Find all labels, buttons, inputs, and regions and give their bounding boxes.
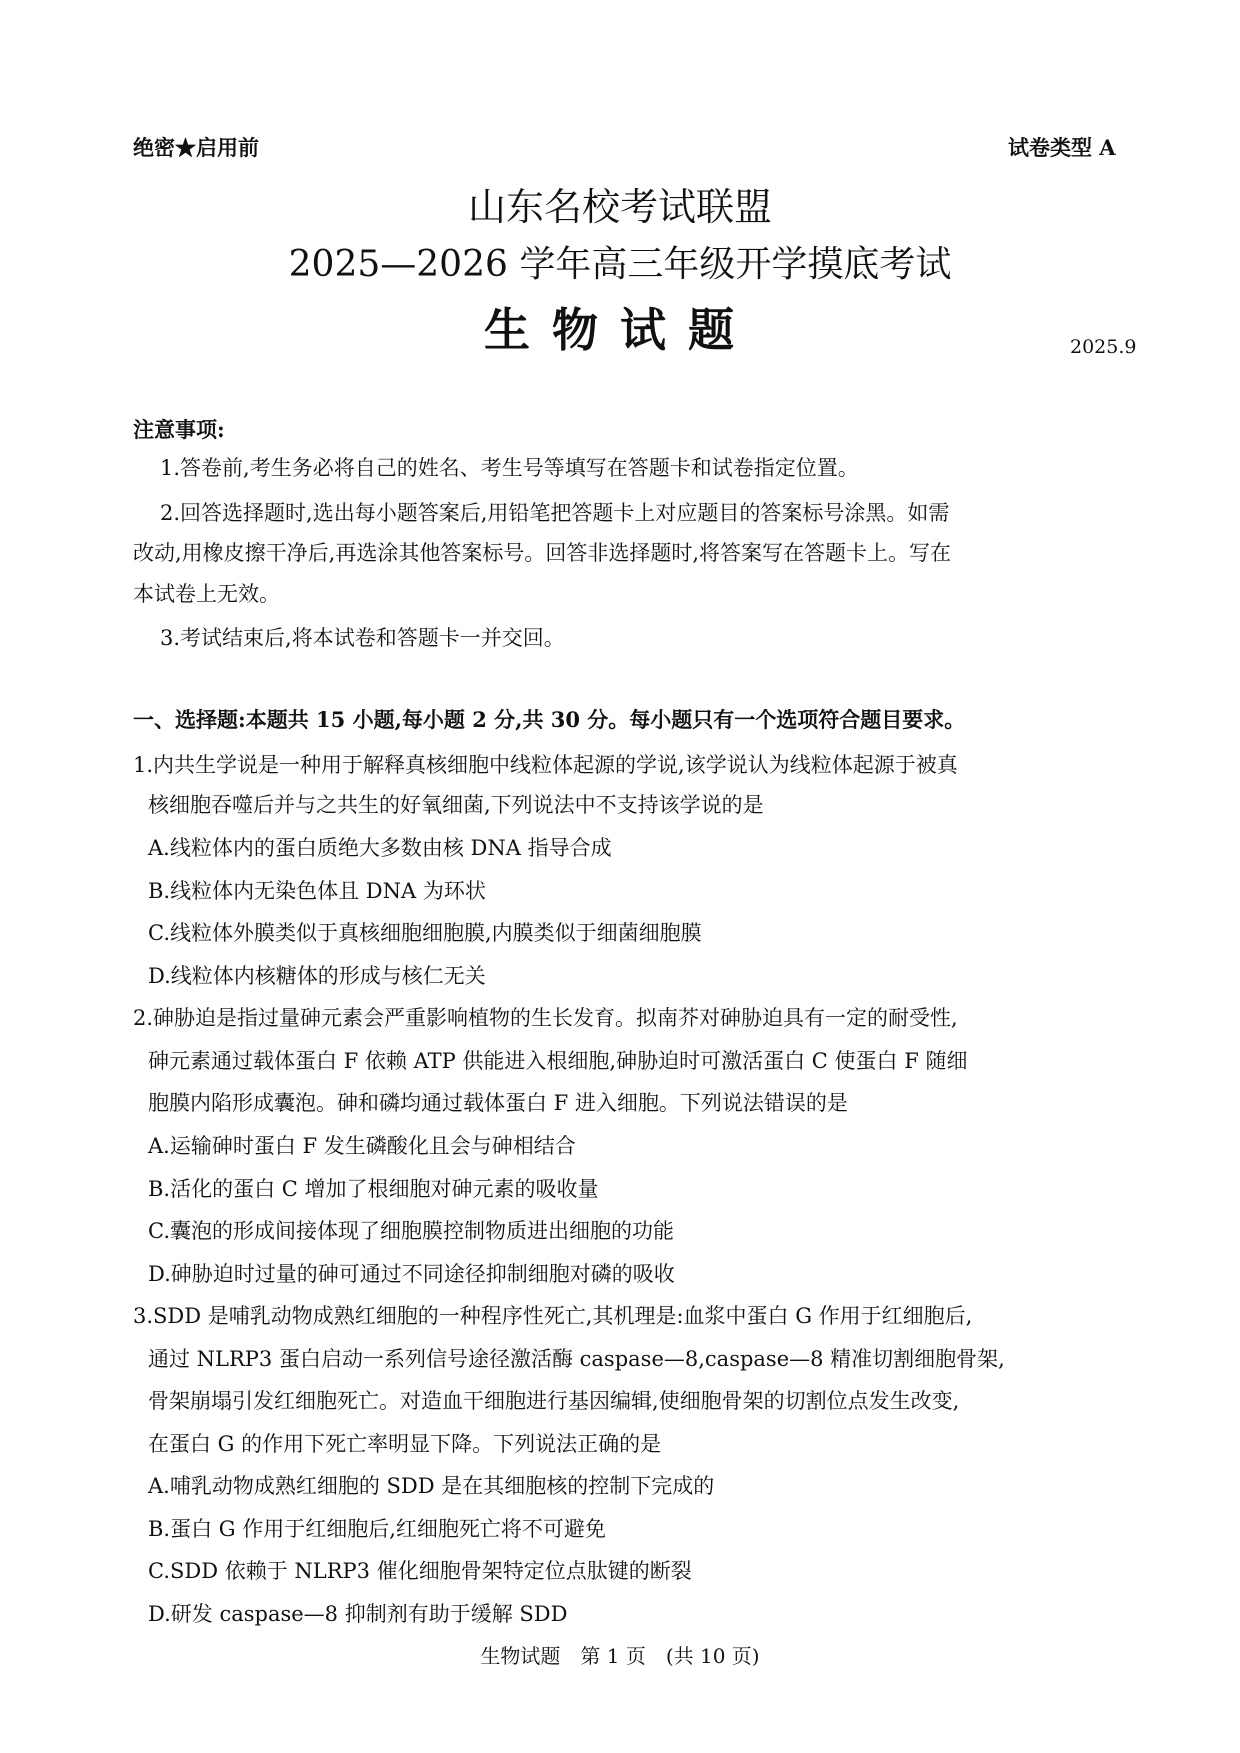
confidential-label: 绝密★启用前: [133, 135, 259, 160]
answer-option: B.线粒体内无染色体且 DNA 为环状: [148, 879, 486, 903]
answer-option: A.运输砷时蛋白 F 发生磷酸化且会与砷相结合: [148, 1134, 576, 1158]
exam-org-title: 山东名校考试联盟: [467, 185, 772, 229]
notice-line: 本试卷上无效。: [133, 582, 280, 606]
question-stem-line: 核细胞吞噬后并与之共生的好氧细菌,下列说法中不支持该学说的是: [148, 793, 764, 817]
question-stem-line: 在蛋白 G 的作用下死亡率明显下降。下列说法正确的是: [148, 1432, 662, 1456]
notice-line: 1.答卷前,考生务必将自己的姓名、考生号等填写在答题卡和试卷指定位置。: [160, 456, 859, 480]
page-footer: 生物试题 第 1 页 (共 10 页): [480, 1644, 760, 1668]
notice-line: 2.回答选择题时,选出每小题答案后,用铅笔把答题卡上对应题目的答案标号涂黑。如需: [160, 501, 950, 525]
answer-option: D.线粒体内核糖体的形成与核仁无关: [148, 964, 486, 988]
subject-title: 生物试题: [484, 303, 756, 357]
answer-option: A.哺乳动物成熟红细胞的 SDD 是在其细胞核的控制下完成的: [148, 1474, 715, 1498]
question-stem-line: 砷元素通过载体蛋白 F 依赖 ATP 供能进入根细胞,砷胁迫时可激活蛋白 C 使蛋白 F 随细: [148, 1049, 968, 1073]
answer-option: D.研发 caspase—8 抑制剂有助于缓解 SDD: [148, 1602, 568, 1626]
notice-line: 3.考试结束后,将本试卷和答题卡一并交回。: [160, 626, 565, 650]
paper-type-label: 试卷类型 A: [1008, 135, 1116, 160]
section-heading: 一、选择题:本题共 15 小题,每小题 2 分,共 30 分。每小题只有一个选项符合题目要求。: [133, 707, 966, 732]
notice-line: 改动,用橡皮擦干净后,再选涂其他答案标号。回答非选择题时,将答案写在答题卡上。写在: [133, 541, 952, 565]
answer-option: A.线粒体内的蛋白质绝大多数由核 DNA 指导合成: [148, 836, 612, 860]
exam-name-title: 2025—2026 学年高三年级开学摸底考试: [288, 244, 952, 285]
exam-date: 2025.9: [1070, 336, 1137, 358]
answer-option: D.砷胁迫时过量的砷可通过不同途径抑制细胞对磷的吸收: [148, 1262, 675, 1286]
notice-heading: 注意事项:: [133, 417, 225, 442]
question-stem-line: 骨架崩塌引发红细胞死亡。对造血干细胞进行基因编辑,使细胞骨架的切割位点发生改变,: [148, 1389, 960, 1413]
answer-option: C.SDD 依赖于 NLRP3 催化细胞骨架特定位点肽键的断裂: [148, 1559, 692, 1583]
answer-option: C.线粒体外膜类似于真核细胞细胞膜,内膜类似于细菌细胞膜: [148, 921, 702, 945]
question-stem-line: 3.SDD 是哺乳动物成熟红细胞的一种程序性死亡,其机理是:血浆中蛋白 G 作用于红细胞后,: [133, 1304, 973, 1328]
question-stem-line: 胞膜内陷形成囊泡。砷和磷均通过载体蛋白 F 进入细胞。下列说法错误的是: [148, 1091, 848, 1115]
question-stem-line: 2.砷胁迫是指过量砷元素会严重影响植物的生长发育。拟南芥对砷胁迫具有一定的耐受性,: [133, 1006, 958, 1030]
answer-option: C.囊泡的形成间接体现了细胞膜控制物质进出细胞的功能: [148, 1219, 674, 1243]
answer-option: B.活化的蛋白 C 增加了根细胞对砷元素的吸收量: [148, 1177, 599, 1201]
answer-option: B.蛋白 G 作用于红细胞后,红细胞死亡将不可避免: [148, 1517, 606, 1541]
question-stem-line: 1.内共生学说是一种用于解释真核细胞中线粒体起源的学说,该学说认为线粒体起源于被真: [133, 753, 958, 777]
question-stem-line: 通过 NLRP3 蛋白启动一系列信号途径激活酶 caspase—8,caspase—8 精准切割细胞骨架,: [148, 1347, 1005, 1371]
